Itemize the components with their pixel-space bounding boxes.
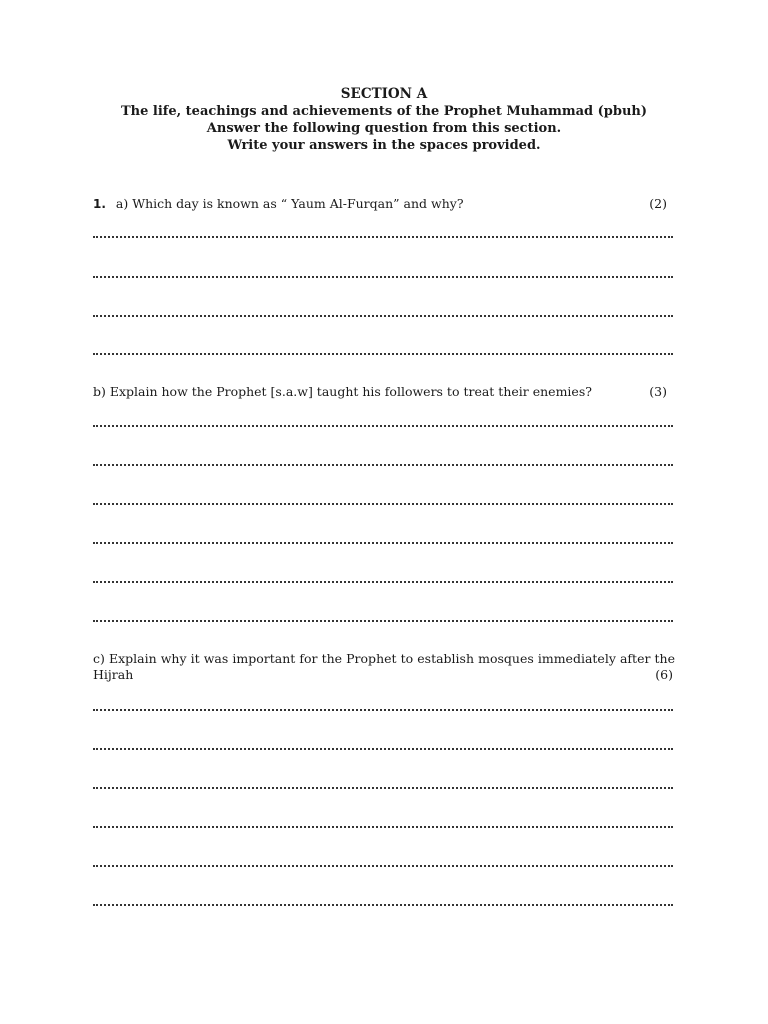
question-1c-text: c) Explain why it was important for the Prophet to establish mosques immediately after the Hijrah	[93, 651, 675, 682]
answer-line-1c-3[interactable]	[93, 787, 673, 789]
question-1b	[93, 384, 675, 400]
answer-line-1b-6[interactable]	[93, 620, 673, 622]
section-title: SECTION A	[340, 86, 428, 102]
answer-line-1a-3[interactable]	[93, 315, 673, 317]
answer-line-1b-3[interactable]	[93, 503, 673, 505]
answer-line-1c-2[interactable]	[93, 748, 673, 750]
answer-line-1c-1[interactable]	[93, 709, 673, 711]
answer-line-1a-1[interactable]	[93, 236, 673, 238]
question-1a-text: a) Which day is known as “ Yaum Al-Furqan” and why?	[115, 196, 464, 211]
answer-line-1b-5[interactable]	[93, 581, 673, 583]
question-1c-marks: (6)	[655, 667, 673, 682]
answer-line-1b-4[interactable]	[93, 542, 673, 544]
answer-line-1a-2[interactable]	[93, 276, 673, 278]
question-1a	[93, 196, 675, 212]
section-subtitle: The life, teachings and achievements of the Prophet Muhammad (pbuh)	[120, 104, 648, 119]
answer-line-1c-6[interactable]	[93, 904, 673, 906]
section-header	[0, 86, 768, 154]
answer-line-1a-4[interactable]	[93, 353, 673, 355]
question-1b-marks: (3)	[649, 384, 667, 399]
question-1c	[93, 651, 675, 683]
answer-line-1b-1[interactable]	[93, 425, 673, 427]
question-1b-text: b) Explain how the Prophet [s.a.w] taught his followers to treat their enemies?	[93, 384, 592, 399]
answer-line-1c-5[interactable]	[93, 865, 673, 867]
answer-line-1b-2[interactable]	[93, 464, 673, 466]
question-1a-marks: (2)	[649, 196, 667, 211]
instruction-answer: Answer the following question from this section.	[206, 121, 562, 136]
question-number: 1.	[93, 197, 106, 211]
answer-line-1c-4[interactable]	[93, 826, 673, 828]
instruction-write: Write your answers in the spaces provided.	[227, 138, 541, 153]
